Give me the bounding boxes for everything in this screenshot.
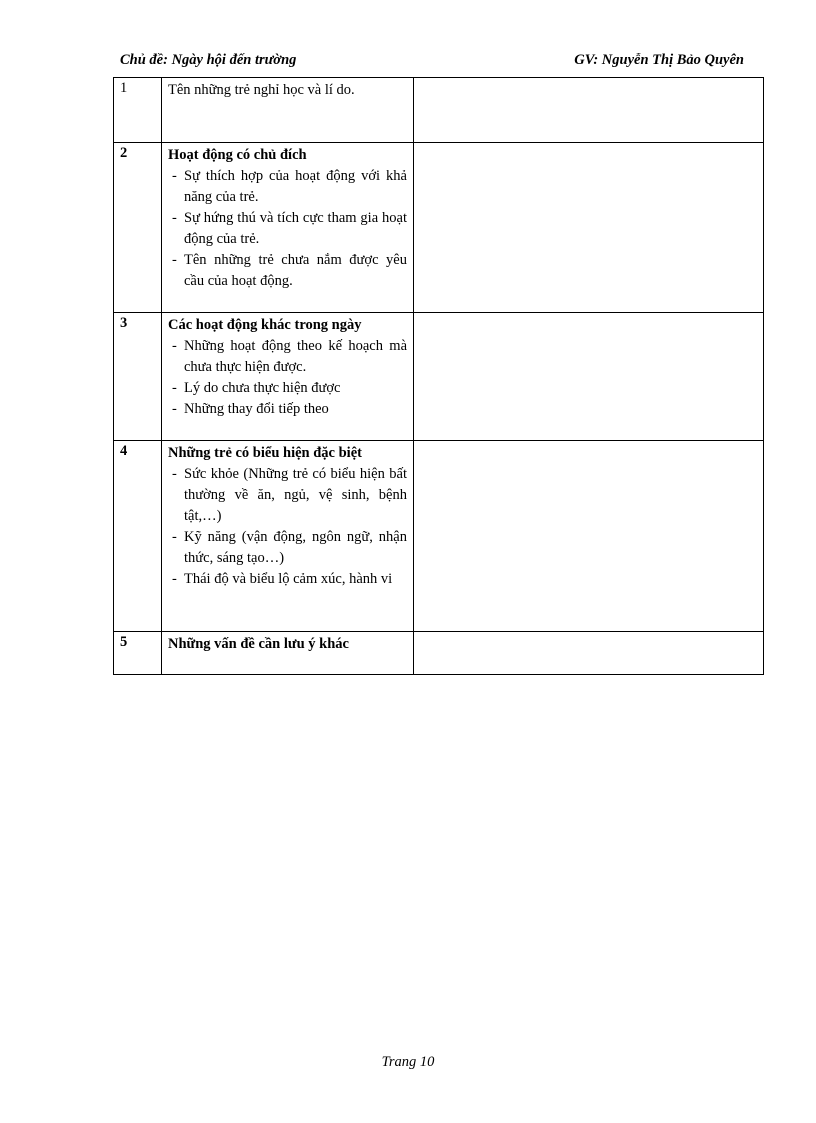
- row-number: 5: [114, 632, 162, 675]
- notes-cell: [414, 143, 764, 313]
- row-items: [168, 336, 407, 420]
- table-row: [114, 441, 764, 632]
- row-content: [162, 313, 414, 441]
- row-content: [162, 143, 414, 313]
- notes-cell: [414, 441, 764, 632]
- row-content: [162, 441, 414, 632]
- notes-cell: [414, 78, 764, 143]
- page-number: Trang 10: [381, 1054, 435, 1070]
- row-number: 3: [114, 313, 162, 441]
- row-title: Những vấn đề cần lưu ý khác: [168, 636, 349, 652]
- row-title: Những trẻ có biểu hiện đặc biệt: [168, 445, 362, 461]
- row-content: [162, 632, 414, 675]
- row-content: [162, 78, 414, 143]
- list-item: - Sức khỏe (Những trẻ có biểu hiện bất thường về ăn, ngủ, vệ sinh, bệnh tật,…): [168, 464, 407, 527]
- notes-cell: [414, 313, 764, 441]
- list-item: - Sự hứng thú và tích cực tham gia hoạt động của trẻ.: [168, 208, 407, 250]
- row-items: [168, 464, 407, 590]
- list-item: - Thái độ và biểu lộ cảm xúc, hành vi: [168, 569, 407, 590]
- row-title: Các hoạt động khác trong ngày: [168, 317, 362, 333]
- page-header: [120, 52, 744, 72]
- row-title: Hoạt động có chủ đích: [168, 147, 307, 163]
- table-row: [114, 632, 764, 675]
- list-item: - Kỹ năng (vận động, ngôn ngữ, nhận thức, sáng tạo…): [168, 527, 407, 569]
- row-title: Tên những trẻ nghỉ học và lí do.: [168, 82, 355, 98]
- list-item: - Lý do chưa thực hiện được: [168, 378, 407, 399]
- teacher-name: GV: Nguyễn Thị Bảo Quyên: [574, 52, 744, 68]
- notes-cell: [414, 632, 764, 675]
- list-item: - Những hoạt động theo kế hoạch mà chưa thực hiện được.: [168, 336, 407, 378]
- list-item: - Những thay đổi tiếp theo: [168, 399, 407, 420]
- table-row: [114, 313, 764, 441]
- row-number: 1: [114, 78, 162, 143]
- row-number: 2: [114, 143, 162, 313]
- table-row: [114, 78, 764, 143]
- row-number: 4: [114, 441, 162, 632]
- topic-title: Chủ đề: Ngày hội đến trường: [120, 52, 297, 68]
- list-item: - Tên những trẻ chưa nắm được yêu cầu của hoạt động.: [168, 250, 407, 292]
- evaluation-table: [113, 77, 764, 675]
- table-row: [114, 143, 764, 313]
- row-items: [168, 166, 407, 292]
- list-item: - Sự thích hợp của hoạt động với khả năng của trẻ.: [168, 166, 407, 208]
